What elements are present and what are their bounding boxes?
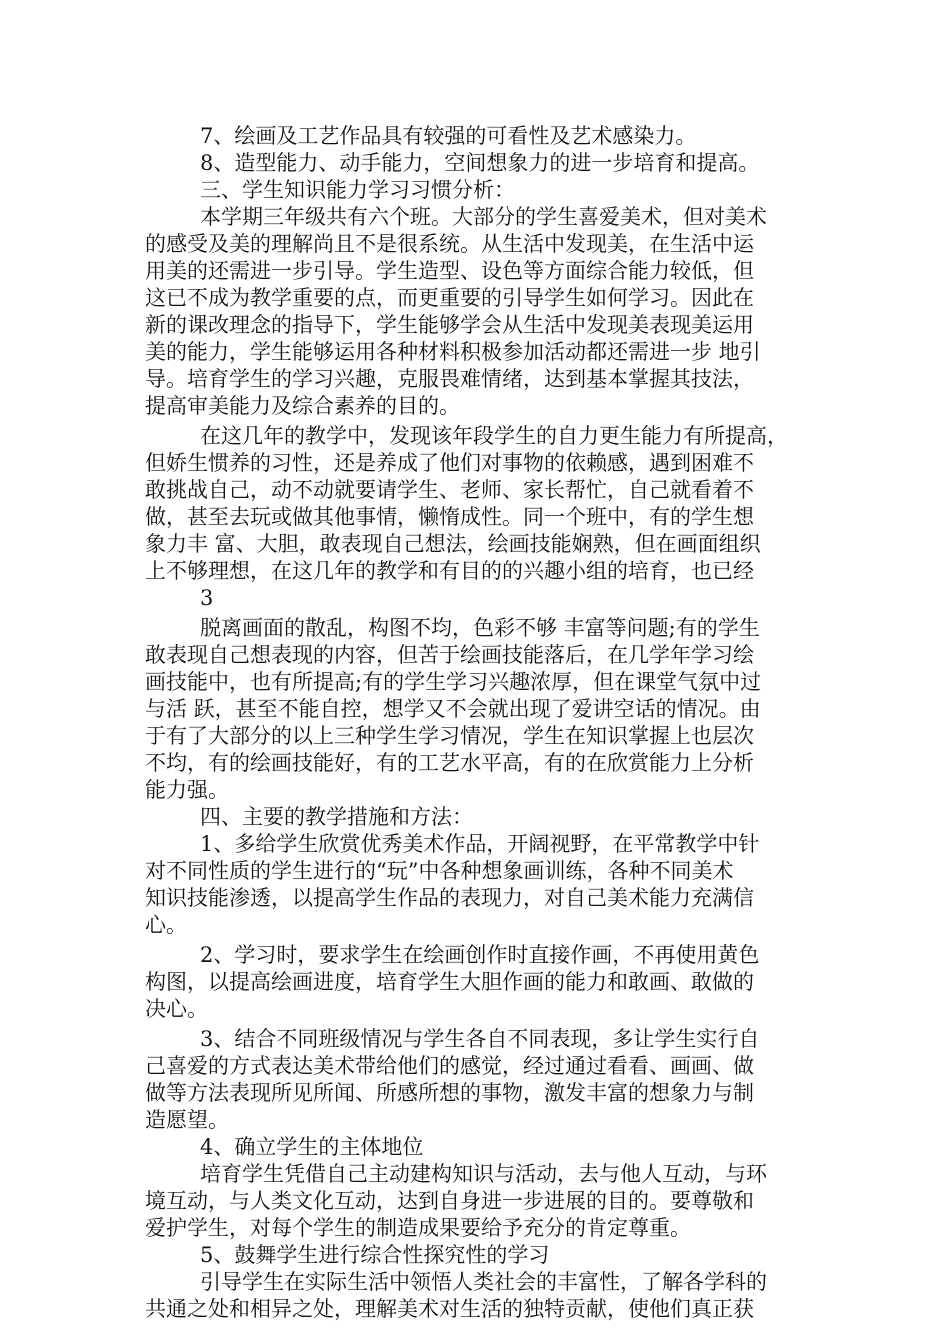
text-line: 脱离画面的散乱，构图不均，色彩不够 丰富等问题;有的学生: [200, 616, 760, 640]
text-line: 2、学习时，要求学生在绘画创作时直接作画，不再使用黄色: [200, 943, 760, 967]
text-line: 造愿望。: [145, 1108, 229, 1132]
text-line: 己喜爱的方式表达美术带给他们的感觉，经过通过看看、画画、做: [145, 1054, 754, 1078]
text-line: 7、绘画及工艺作品具有较强的可看性及艺术感染力。: [200, 124, 697, 148]
text-line: 象力丰 富、大胆，敢表现自己想法，绘画技能娴熟，但在画面组织: [145, 532, 761, 556]
text-line: 新的课改理念的指导下，学生能够学会从生活中发现美表现美运用: [145, 313, 754, 337]
text-line: 与活 跃，甚至不能自控，想学又不会就出现了爱讲空话的情况。由: [145, 697, 761, 721]
section-heading: 4、确立学生的主体地位: [200, 1135, 424, 1159]
text-line: 境互动，与人类文化互动，达到自身进一步进展的目的。要尊敬和: [145, 1189, 754, 1213]
text-line: 不均，有的绘画技能好，有的工艺水平高，有的在欣赏能力上分析: [145, 751, 754, 775]
text-line: 在这几年的教学中，发现该年段学生的自力更生能力有所提高，: [200, 424, 788, 448]
text-line: 但娇生惯养的习性，还是养成了他们对事物的依赖感，遇到困难不: [145, 451, 754, 475]
text-line: 能力强。: [145, 778, 229, 802]
text-line: 对不同性质的学生进行的“玩”中各种想象画训练，各种不同美术: [145, 859, 734, 883]
text-line: 培育学生凭借自己主动建构知识与活动，去与他人互动，与环: [200, 1162, 767, 1186]
section-heading: 5、鼓舞学生进行综合性探究性的学习: [200, 1243, 550, 1267]
text-line: 做等方法表现所见所闻、所感所想的事物，激发丰富的想象力与制: [145, 1081, 754, 1105]
text-line: 敢挑战自己，动不动就要请学生、老师、家长帮忙，自己就看着不: [145, 478, 754, 502]
text-line: 这已不成为教学重要的点，而更重要的引导学生如何学习。因此在: [145, 286, 754, 310]
text-line: 1、多给学生欣赏优秀美术作品，开阔视野，在平常教学中针: [200, 832, 760, 856]
text-line: 爱护学生，对每个学生的制造成果要给予充分的肯定尊重。: [145, 1216, 691, 1240]
text-line: 敢表现自己想表现的内容，但苦于绘画技能落后，在几学年学习绘: [145, 643, 754, 667]
text-line: 于有了大部分的以上三种学生学习情况，学生在知识掌握上也层次: [145, 724, 754, 748]
text-line: 画技能中，也有所提高;有的学生学习兴趣浓厚，但在课堂气氛中过: [145, 670, 762, 694]
text-line: 决心。: [145, 997, 208, 1021]
text-line: 的感受及美的理解尚且不是很系统。从生活中发现美，在生活中运: [145, 232, 754, 256]
text-line: 提高审美能力及综合素养的目的。: [145, 394, 460, 418]
text-line: 构图，以提高绘画进度，培育学生大胆作画的能力和敢画、敢做的: [145, 970, 754, 994]
text-line: 用美的还需进一步引导。学生造型、设色等方面综合能力较低，但: [145, 259, 754, 283]
text-line: 上不够理想，在这几年的教学和有目的的兴趣小组的培育，也已经: [145, 559, 754, 583]
text-line: 3、结合不同班级情况与学生各自不同表现，多让学生实行自: [200, 1027, 760, 1051]
section-heading: 四、主要的教学措施和方法：: [200, 805, 473, 829]
text-line: 本学期三年级共有六个班。大部分的学生喜爱美术，但对美术: [200, 205, 767, 229]
text-line: 8、造型能力、动手能力，空间想象力的进一步培育和提高。: [200, 151, 760, 175]
section-heading: 三、学生知识能力学习习惯分析：: [200, 178, 515, 202]
text-line: 共通之处和相异之处，理解美术对生活的独特贡献，使他们真正获: [145, 1297, 754, 1321]
text-line: 心。: [145, 913, 187, 937]
text-line: 知识技能渗透，以提高学生作品的表现力，对自己美术能力充满信: [145, 886, 754, 910]
text-line: 做，甚至去玩或做其他事情，懒惰成性。同一个班中，有的学生想: [145, 505, 754, 529]
page-number: 3: [200, 586, 214, 610]
text-line: 导。培育学生的学习兴趣，克服畏难情绪，达到基本掌握其技法，: [145, 367, 754, 391]
text-line: 引导学生在实际生活中领悟人类社会的丰富性，了解各学科的: [200, 1270, 767, 1294]
text-line: 美的能力，学生能够运用各种材料积极参加活动都还需进一步 地引: [145, 340, 761, 364]
